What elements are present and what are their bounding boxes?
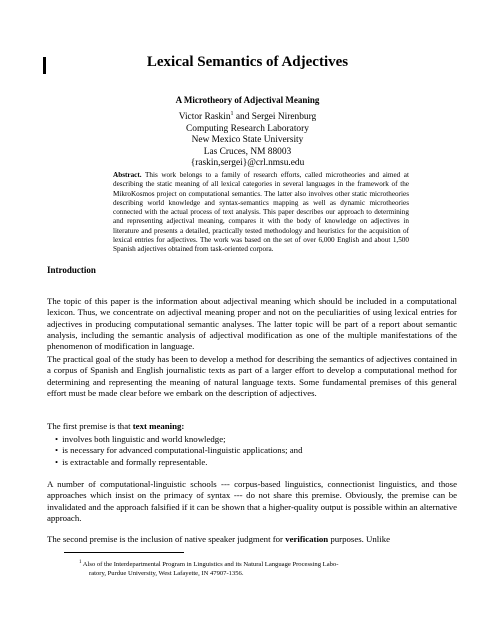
affiliation-line: Las Cruces, NM 88003 (203, 146, 292, 157)
list-item: • is extractable and formally representable. (55, 457, 455, 468)
section-heading-introduction: Introduction (47, 265, 96, 275)
premise-bullet-list (55, 434, 455, 468)
paper-title: Lexical Semantics of Adjectives (146, 54, 349, 70)
paper-subtitle: A Microtheory of Adjectival Meaning (175, 95, 320, 105)
paragraph-text: purposes. Unlike (328, 534, 391, 544)
abstract-text: This work belongs to a family of research efforts, called microtheories and aimed at describing the static meaning of all lexical categories in several languages in the framework of the MikroKosmos project on computational semantics. The latter also involves other static microtheories describing world knowledge and syntax-semantics mapping as well as dynamic microtheories connected with the actual process of text analysis. This paper describes our approach to determining and representing adjectival meaning, compares it with the body of knowledge on adjectives in literature and presents a detailed, practically tested methodology and heuristics for the acquisition of lexical entries for adjectives. The work was based on the set of over 6,000 English and about 1,500 Spanish adjectives obtained from task-oriented corpora. (113, 171, 409, 254)
emphasis-verification: verification (285, 534, 329, 544)
footnote-text: ratory, Purdue University, West Lafayette, IN 47907-1356. (89, 570, 244, 578)
paragraph: The practical goal of the study has been to develop a method for describing the semantics of adjectives contained in a corpus of Spanish and English journalistic texts as part of a larger effort to develop a computational method for determining and representing the meaning of natural language texts. Some fundamental premises of this general effort must be made clear before we embark on the description of adjectives. (47, 354, 457, 398)
author-raskin: Victor Raskin (178, 112, 231, 123)
affiliation-line: New Mexico State University (191, 135, 304, 146)
paragraph: A number of computational-linguistic schools --- corpus-based linguistics, connectionist linguistics, and those approaches which insist on the primacy of syntax --- do not share this premise. Obviously, the premise can be invalidated and the approach falsified if it can be shown that a higher-quality output is possible within an alternative approach. (47, 479, 457, 523)
paragraph-text: The second premise is the inclusion of native speaker judgment for (47, 534, 286, 544)
author-email: {raskin,sergei}@crl.nmsu.edu (190, 158, 305, 169)
footnote-divider (64, 552, 184, 553)
affiliation-line: Computing Research Laboratory (186, 123, 309, 134)
footnote-mark: 1 (79, 560, 82, 565)
author-footnote-mark: 1 (230, 111, 234, 117)
paragraph-text: The first premise is that (47, 421, 133, 431)
footnote (79, 558, 439, 578)
author-block (0, 109, 495, 170)
paragraph (47, 421, 457, 432)
author-names (0, 109, 495, 124)
list-item: • is necessary for advanced computational-linguistic applications; and (55, 445, 455, 456)
abstract-label: Abstract. (113, 171, 142, 179)
paragraph (47, 534, 457, 545)
list-item: • involves both linguistic and world knowledge; (55, 434, 455, 445)
abstract (113, 171, 409, 255)
paragraph: The topic of this paper is the information about adjectival meaning which should be included in a computational lexicon. Thus, we concentrate on adjectival meaning proper and not on the peculiarities of using lexical entries for adjectives in producing computational semantic analyses. The latter topic will be part of a report about semantic analysis, including the semantic analysis of adjectival modification as one of the multiple manifestations of the phenomenon of modification in language. (47, 296, 457, 352)
author-nirenburg: and Sergei Nirenburg (233, 112, 317, 123)
emphasis-text-meaning: text meaning: (132, 421, 185, 431)
footnote-text: Also of the Interdepartmental Program in Linguistics and its Natural Language Processing Labo- (81, 561, 339, 569)
